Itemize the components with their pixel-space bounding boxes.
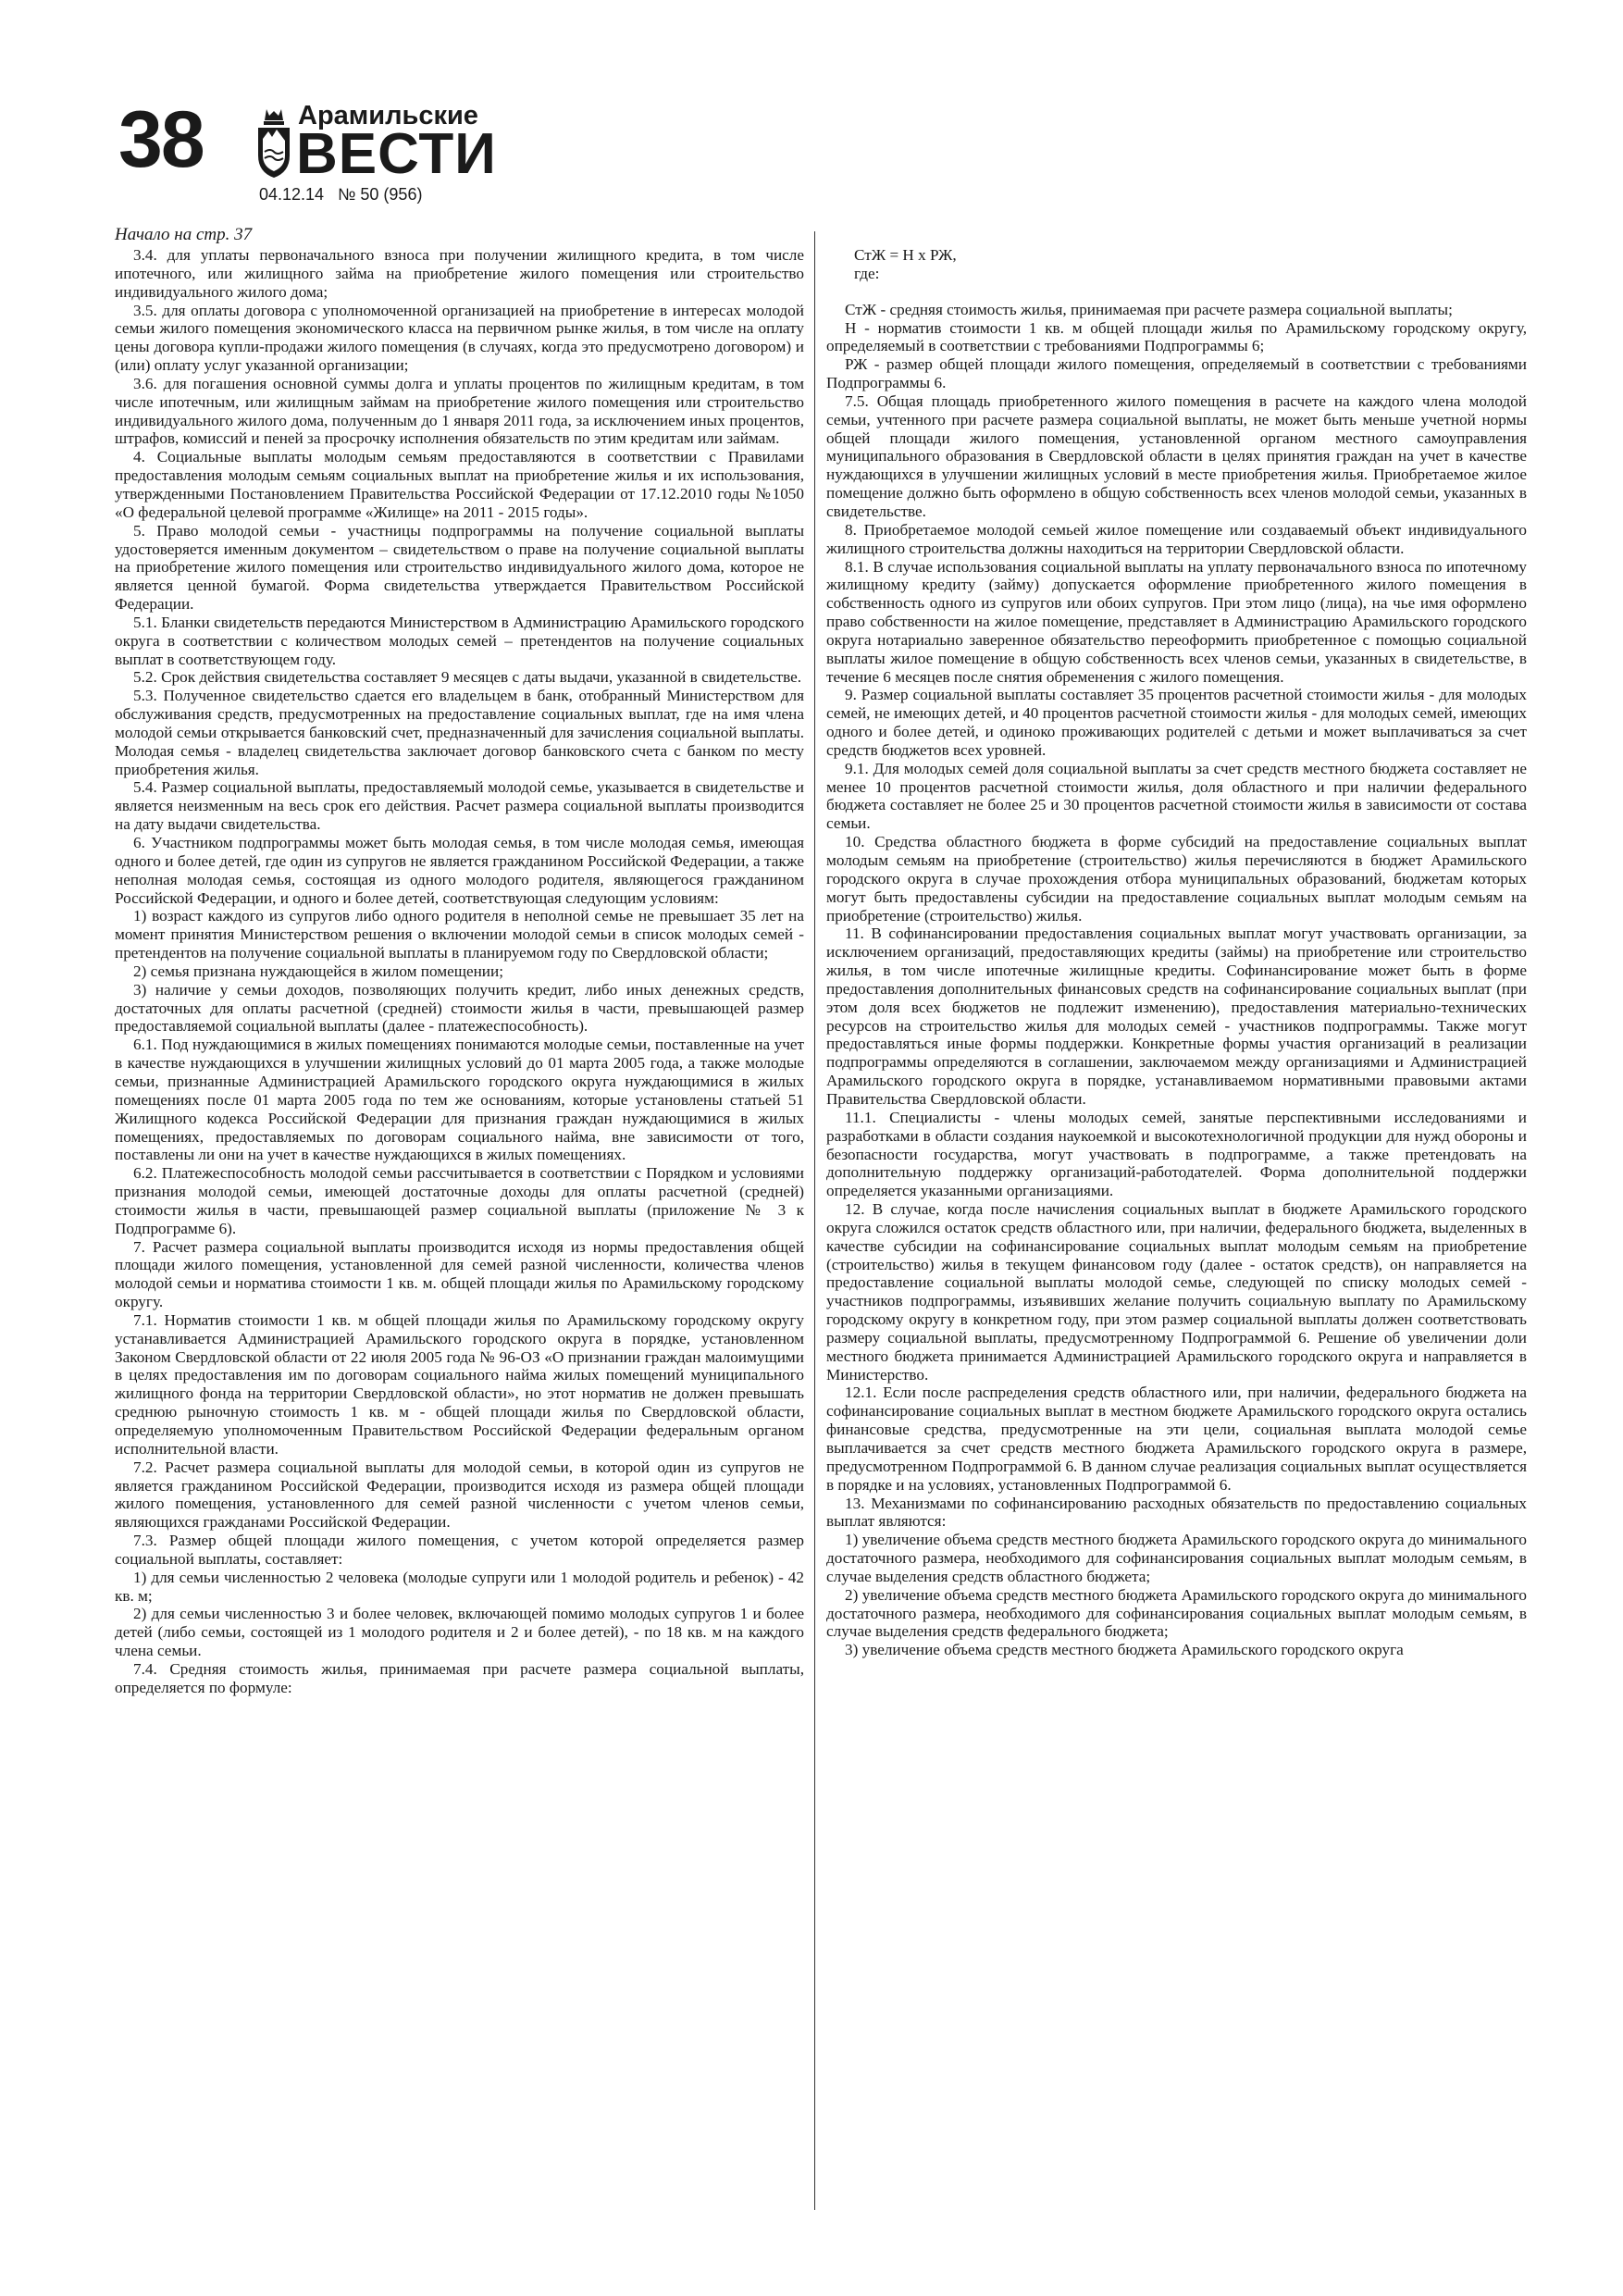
paragraph: 3.4. для уплаты первоначального взноса при получении жилищного кредита, в том числе ипотечного, или жилищного займа на приобретение жилого помещения или строительство индивидуального жилого дома; xyxy=(115,246,804,301)
paragraph: 12.1. Если после распределения средств областного или, при наличии, федерального бюджета на софинансирование социальных выплат в местном бюджете Арамильского городского округа остались финансовые средства, предусмотренные на эти цели, социальная выплата молодой семье выплачивается за счет средств местного бюджета Арамильского городского округа в размере, предусмотренном Подпрограммой 6. В данном случае реализация социальных выплат осуществляется в порядке и на условиях, установленных Подпрограммой 6. xyxy=(826,1384,1527,1494)
paragraph: 2) увеличение объема средств местного бюджета Арамильского городского округа до минимального достаточного размера, необходимого для софинансирования социальных выплат молодым семьям, в случае выделения средств федерального бюджета; xyxy=(826,1585,1527,1641)
column-divider xyxy=(814,231,815,2210)
paragraph: 3.6. для погашения основной суммы долга и уплаты процентов по жилищным кредитам, в том числе ипотечным, или жилищным займам на приобретение жилого помещения или строительство индивидуального жилого дома, полученным до 1 января 2011 года, за исключением иных процентов, штрафов, комиссий и пеней за просрочку исполнения обязательств по этим кредитам или займам. xyxy=(115,374,804,448)
paragraph: 7.5. Общая площадь приобретенного жилого помещения в расчете на каждого члена молодой семьи, учтенного при расчете размера социальной выплаты, не может быть меньше учетной нормы общей площади жилого помещения, установленной органом местного самоуправления муниципального образования в Свердловской области в целях принятия граждан на учет в качестве нуждающихся в улучшении жилищных условий в месте приобретения жилья. Приобретаемое жилое помещение должно быть оформлено в общую собственность всех членов молодой семьи, указанных в свидетельстве. xyxy=(826,391,1527,520)
paragraph: 2) семья признана нуждающейся в жилом помещении; xyxy=(133,962,503,980)
paragraph: 3) наличие у семьи доходов, позволяющих получить кредит, либо иных денежных средств, достаточных для оплаты расчетной (средней) стоимости жилья в части, превышающей размер предоставляемой социальной выплаты (далее - платежеспособность). xyxy=(115,980,804,1036)
paragraph: 1) увеличение объема средств местного бюджета Арамильского городского округа до минимального достаточного размера, необходимого для софинансирования социальных выплат молодым семьям, в случае выделения средств областного бюджета; xyxy=(826,1531,1527,1585)
paragraph: 9. Размер социальной выплаты составляет 35 процентов расчетной стоимости жилья - для молодых семей, не имеющих детей, и 40 процентов расчетной стоимости жилья - для молодых семей, имеющих одного и более детей, и одиноко проживающих родителей с детьми и может выплачиваться за счет средств бюджетов всех уровней. xyxy=(826,686,1527,759)
paragraph: 2) для семьи численностью 3 и более человек, включающей помимо молодых супругов 1 и более детей (либо семьи, состоящей из 1 молодого родителя и 2 и более детей), - по 18 кв. м на каждого члена семьи. xyxy=(115,1605,804,1660)
paragraph: 7.1. Норматив стоимости 1 кв. м общей площади жилья по Арамильскому городскому округу устанавливается Администрацией Арамильского городского округа в порядке, установленном Законом Свердловской области от 22 июля 2005 года № 96-ОЗ «О признании граждан малоимущими в целях предоставления им по договорам социального найма жилых помещений муниципального жилищного фонда на территории Свердловской области», но этот норматив не должен превышать среднюю рыночную стоимость 1 кв. м - общей площади жилья по Свердловской области, определяемую уполномоченным Правительством Российской Федерации федеральным органом исполнительной власти. xyxy=(115,1310,804,1458)
paragraph: 8. Приобретаемое молодой семьей жилое помещение или создаваемый объект индивидуального жилищного строительства должны находиться на территории Свердловской области. xyxy=(826,520,1527,557)
paragraph: 1) для семьи численностью 2 человека (молодые супруги или 1 молодой родитель и ребенок) - 42 кв. м; xyxy=(115,1568,804,1605)
paragraph: СтЖ - средняя стоимость жилья, принимаемая при расчете размера социальной выплаты; xyxy=(845,300,1453,318)
paragraph: 7.2. Расчет размера социальной выплаты для молодой семьи, в которой один из супругов не является гражданином Российской Федерации, производится исходя из размера общей площади жилого помещения, установленного для семей разной численности с учетом членов семьи, являющихся гражданами Российской Федерации. xyxy=(115,1458,804,1532)
right-column xyxy=(826,246,1527,1659)
paragraph: 3) увеличение объема средств местного бюджета Арамильского городского округа xyxy=(845,1641,1404,1659)
paragraph: 10. Средства областного бюджета в форме субсидий на предоставление социальных выплат молодым семьям на приобретение (строительство) жилья перечисляются в бюджет Арамильского городского округа в случае прохождения отбора муниципальных образований, бюджетам которых могут быть предоставлены субсидии на предоставление социальных выплат молодым семьям на приобретение (строительство) жилья. xyxy=(826,833,1527,925)
paragraph: 7.4. Средняя стоимость жилья, принимаемая при расчете размера социальной выплаты, определяется по формуле: xyxy=(115,1659,804,1696)
paragraph: 5. Право молодой семьи - участницы подпрограммы на получение социальной выплаты удостоверяется именным документом – свидетельством о праве на получение социальной выплаты на приобретение жилого помещения или строительство индивидуального жилого дома, которое не является ценной бумагой. Форма свидетельства утверждается Правительством Российской Федерации. xyxy=(115,521,804,614)
paragraph: 7.3. Размер общей площади жилого помещения, с учетом которой определяется размер социальной выплаты, составляет: xyxy=(115,1532,804,1568)
paragraph: 5.4. Размер социальной выплаты, предоставляемый молодой семье, указывается в свидетельстве и является неизменным на весь срок его действия. Расчет размера социальной выплаты производится на дату выдачи свидетельства. xyxy=(115,778,804,834)
issue-line xyxy=(259,185,422,204)
paragraph: 6.1. Под нуждающимися в жилых помещениях понимаются молодые семьи, поставленные на учет в качестве нуждающихся в улучшении жилищных условий до 01 марта 2005 года, а также молодые семьи, признанные Администрацией Арамильского городского округа нуждающимися в жилых помещениях после 01 марта 2005 года по тем же основаниям, которые установлены статьей 51 Жилищного кодекса Российской Федерации для признания граждан нуждающимися в жилых помещениях, предоставляемых по договорам социального найма, вне зависимости от того, поставлены ли они на учет в качестве нуждающихся в жилых помещениях. xyxy=(115,1036,804,1164)
left-column xyxy=(115,246,804,1697)
paragraph: 4. Социальные выплаты молодым семьям предоставляются в соответствии с Правилами предоставления молодым семьям социальных выплат на приобретение жилья и их использования, утвержденными Постановлением Правительства Российской Федерации от 17.12.2010 годы №1050 «О федеральной целевой программе «Жилище» на 2011 - 2015 годы». xyxy=(115,448,804,521)
formula-where: где: xyxy=(854,264,880,282)
paragraph: 11.1. Специалисты - члены молодых семей, занятые перспективными исследованиями и разработками в области создания наукоемкой и высокотехнологичной продукции для нужд обороны и безопасности государства, могут участвовать в подпрограмме, а также претендовать на дополнительную поддержку организаций-работодателей. Форма дополнительной поддержки определяется указанными организациями. xyxy=(826,1108,1527,1200)
paragraph: 6.2. Платежеспособность молодой семьи рассчитывается в соответствии с Порядком и условиями признания молодой семьи, имеющей достаточные доходы для оплаты расчетной (средней) стоимости жилья в части, превышающей размер социальной выплаты (приложение № 3 к Подпрограмме 6). xyxy=(115,1164,804,1237)
paragraph: 7. Расчет размера социальной выплаты производится исходя из нормы предоставления общей площади жилого помещения, установленной для семей разной численности, количества членов молодой семьи и норматива стоимости 1 кв. м. общей площади жилья по Арамильскому городскому округу. xyxy=(115,1237,804,1311)
continued-from-note: Начало на стр. 37 xyxy=(115,225,253,244)
paragraph: 5.3. Полученное свидетельство сдается его владельцем в банк, отобранный Министерством для обслуживания средств, предусмотренных на предоставление социальных выплат, где на имя члена молодой семьи открывается банковский счет, предназначенный для зачисления социальной выплаты. Молодая семья - владелец свидетельства заключает договор банковского счета с банком по месту приобретения жилья. xyxy=(115,687,804,778)
paragraph: 6. Участником подпрограммы может быть молодая семья, в том числе молодая семья, имеющая одного и более детей, где один из супругов не является гражданином Российской Федерации, а также неполная молодая семья, состоящая из одного молодого родителя, являющегося гражданином Российской Федерации, и одного и более детей, соответствующая следующим условиям: xyxy=(115,834,804,907)
paragraph: 12. В случае, когда после начисления социальных выплат в бюджете Арамильского городского округа сложился остаток средств областного или, при наличии, федерального бюджета, выделенных в качестве субсидии на софинансирование социальных выплат молодым семьям на приобретение (строительство) жилья в текущем финансовом году (далее - остаток средств), он направляется на предоставление социальной выплаты молодой семье, следующей по списку молодых семей - участников подпрограммы, изъявивших желание получить социальную выплату по Арамильскому городскому округу в конкретном году, при этом размер социальной выплаты должен соответствовать размеру социальной выплаты, предусмотренному Подпрограммой 6. Решение об увеличении доли местного бюджета принимается Администрацией Арамильского городского округа и направляется в Министерство. xyxy=(826,1200,1527,1384)
paragraph: 9.1. Для молодых семей доля социальной выплаты за счет средств местного бюджета составляет не менее 10 процентов расчетной стоимости жилья, доля областного и при наличии федерального бюджета составляет не более 25 и 30 процентов расчетной стоимости жилья в зависимости от состава семьи. xyxy=(826,759,1527,833)
paragraph: 1) возраст каждого из супругов либо одного родителя в неполной семье не превышает 35 лет на момент принятия Министерством решения о включении молодой семьи в список молодых семей - претендентов на получение социальной выплаты в планируемом году по Свердловской области; xyxy=(115,907,804,962)
issue-number: № 50 (956) xyxy=(338,185,423,204)
paragraph: 5.1. Бланки свидетельств передаются Министерством в Администрацию Арамильского городского округа в соответствии с количеством молодых семей – претендентов на получение социальных выплат в соответствующем году. xyxy=(115,613,804,668)
paragraph: РЖ - размер общей площади жилого помещения, определяемый в соответствии с требованиями Подпрограммы 6. xyxy=(826,355,1527,392)
paragraph: 5.2. Срок действия свидетельства составляет 9 месяцев с даты выдачи, указанной в свидетельстве. xyxy=(133,668,802,687)
masthead xyxy=(118,95,674,204)
paragraph: 8.1. В случае использования социальной выплаты на уплату первоначального взноса по ипотечному жилищному кредиту (займу) допускается оформление приобретенного жилого помещения в собственность одного из супругов или обоих супругов. При этом лицо (лица), на чье имя оформлено право собственности на жилое помещение, представляет в Администрацию Арамильского городского округа нотариально заверенное обязательство переоформить приобретенное с помощью социальной выплаты жилое помещение в общую собственность всех членов семьи, указанных в свидетельстве, в течение 6 месяцев после снятия обременения с жилого помещения. xyxy=(826,557,1527,686)
city-coat-of-arms-icon xyxy=(255,107,292,180)
formula: СтЖ = Н х РЖ, xyxy=(854,246,957,264)
logo-name-bottom: ВЕСТИ xyxy=(296,122,497,186)
logo-name-top: Арамильские xyxy=(298,101,478,130)
issue-date: 04.12.14 xyxy=(259,185,325,204)
page-number: 38 xyxy=(118,95,204,184)
paragraph: 3.5. для оплаты договора с уполномоченной организацией на приобретение в интересах молодой семьи жилого помещения экономического класса на первичном рынке жилья, в том числе на оплату цены договора купли-продажи жилого помещения (в случаях, когда это предусмотрено договором) и (или) оплату услуг указанной организации; xyxy=(115,301,804,375)
paragraph: 11. В софинансировании предоставления социальных выплат могут участвовать организации, за исключением организаций, предоставляющих кредиты (займы) на приобретение или строительство жилья, в том числе ипотечные жилищные кредиты. Софинансирование может быть в форме предоставления дополнительных финансовых средств на софинансирование социальных выплат (при этом доля всех бюджетов не подлежит изменению), предоставления материально-технических ресурсов на строительство жилья для молодых семей - участников подпрограммы. Также могут предоставляться иные формы поддержки. Конкретные формы участия организаций в реализации подпрограммы определяются в соглашении, заключаемом между организациями и Администрацией Арамильского городского округа в порядке, устанавливаемом нормативными правовыми актами Правительства Свердловской области. xyxy=(826,925,1527,1108)
paragraph: Н - норматив стоимости 1 кв. м общей площади жилья по Арамильскому городскому округу, определяемый в соответствии с требованиями Подпрограммы 6; xyxy=(826,318,1527,355)
paragraph: 13. Механизмами по софинансированию расходных обязательств по предоставлению социальных выплат являются: xyxy=(826,1494,1527,1531)
